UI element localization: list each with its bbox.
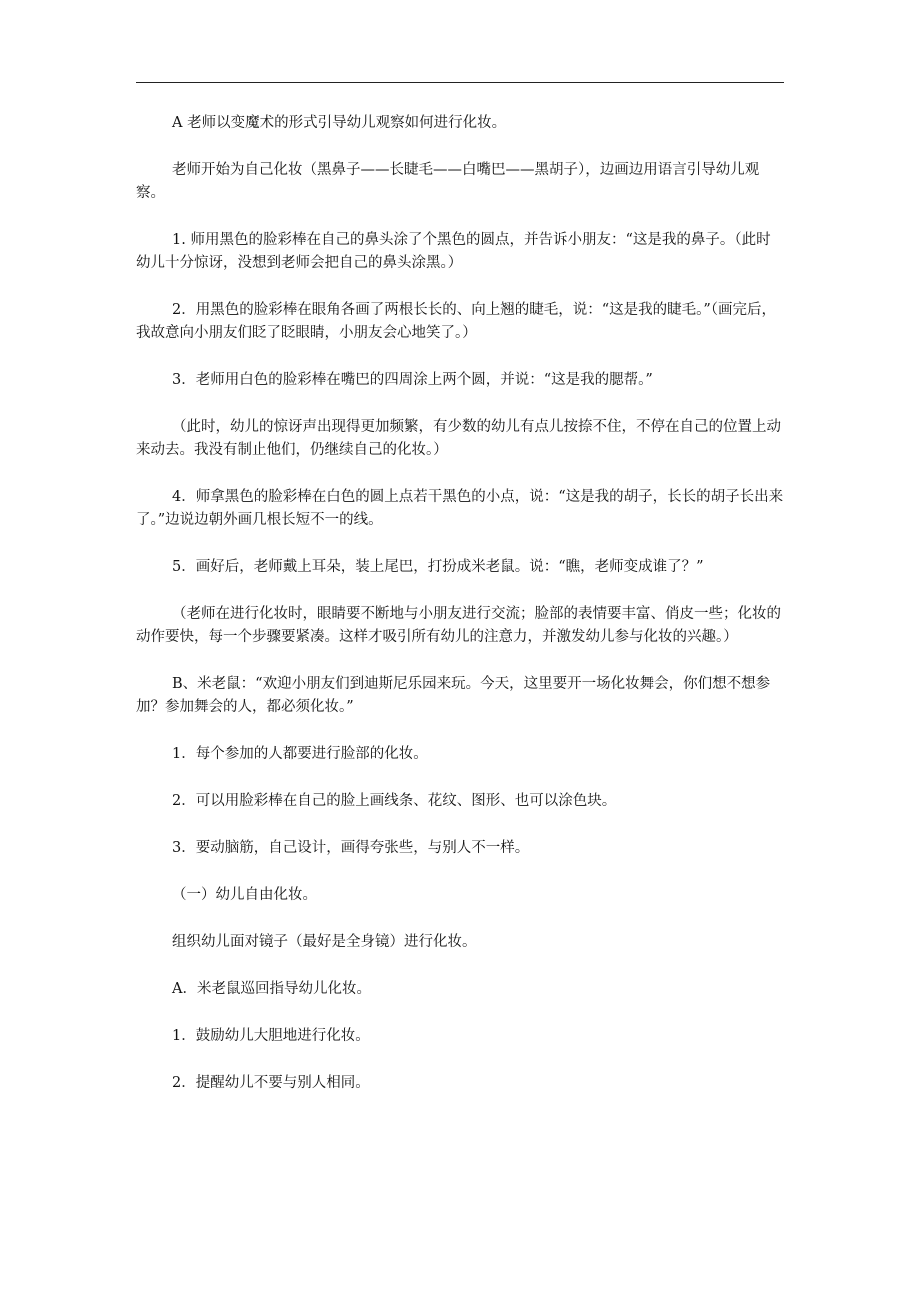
paragraph: （此时，幼儿的惊讶声出现得更加频繁，有少数的幼儿有点儿按捺不住，不停在自己的位置上动来动去。我没有制止他们，仍继续自己的化妆。） <box>136 419 781 458</box>
paragraph: A．米老鼠巡回指导幼儿化妆。 <box>172 981 371 997</box>
paragraph: 4．师拿黑色的脸彩棒在白色的圆上点若干黑色的小点，说：“这是我的胡子，长长的胡子长出来了。”边说边朝外画几根长短不一的线。 <box>136 489 784 528</box>
paragraph: （一）幼儿自由化妆。 <box>172 887 317 903</box>
paragraph: 老师开始为自己化妆（黑鼻子——长睫毛——白嘴巴——黑胡子），边画边用语言引导幼儿观察。 <box>136 162 760 201</box>
paragraph: （老师在进行化妆时，眼睛要不断地与小朋友进行交流；脸部的表情要丰富、俏皮一些；化妆的动作要快，每一个步骤要紧凑。这样才吸引所有幼儿的注意力，并激发幼儿参与化妆的兴趣。） <box>136 606 781 645</box>
paragraph: 5．画好后，老师戴上耳朵，装上尾巴，打扮成米老鼠。说：“瞧，老师变成谁了？” <box>172 559 704 575</box>
paragraph: B、米老鼠：“欢迎小朋友们到迪斯尼乐园来玩。今天，这里要开一场化妆舞会，你们想不想参加？参加舞会的人，都必须化妆。” <box>136 676 771 715</box>
paragraph: 3．老师用白色的脸彩棒在嘴巴的四周涂上两个圆，并说：“这是我的腮帮。” <box>172 372 653 388</box>
paragraph: 3．要动脑筋，自己设计，画得夸张些，与别人不一样。 <box>172 840 530 856</box>
paragraph: 2．可以用脸彩棒在自己的脸上画线条、花纹、图形、也可以涂色块。 <box>172 793 617 809</box>
paragraph: 1．鼓励幼儿大胆地进行化妆。 <box>172 1028 370 1044</box>
paragraph: 2．用黑色的脸彩棒在眼角各画了两根长长的、向上翘的睫毛，说：“这是我的睫毛。”（画完后，我故意向小朋友们眨了眨眼睛，小朋友会心地笑了。） <box>136 302 777 341</box>
document-body <box>136 112 784 1119</box>
paragraph: 1. 师用黑色的脸彩棒在自己的鼻头涂了个黑色的圆点，并告诉小朋友：“这是我的鼻子。（此时幼儿十分惊讶，没想到老师会把自己的鼻头涂黑。） <box>136 232 771 271</box>
header-rule <box>136 82 784 83</box>
paragraph: 1．每个参加的人都要进行脸部的化妆。 <box>172 746 428 762</box>
paragraph: 2．提醒幼儿不要与别人相同。 <box>172 1075 370 1091</box>
paragraph: 组织幼儿面对镜子（最好是全身镜）进行化妆。 <box>172 934 477 950</box>
paragraph: A 老师以变魔术的形式引导幼儿观察如何进行化妆。 <box>172 115 507 131</box>
